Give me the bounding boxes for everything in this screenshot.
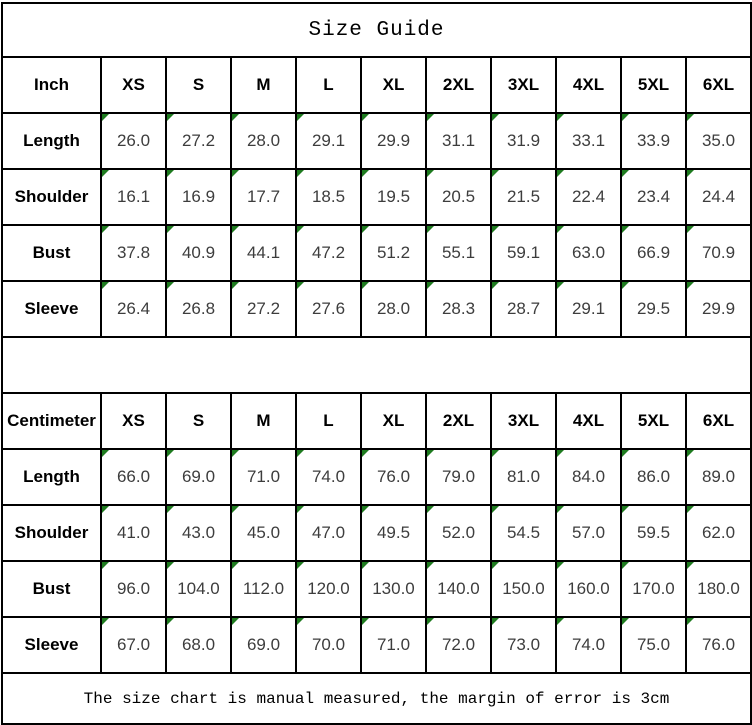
green-corner-indicator-icon bbox=[557, 114, 564, 121]
measurement-value: 150.0 bbox=[502, 579, 545, 598]
size-column-header: M bbox=[231, 57, 296, 113]
measurement-value-cell bbox=[556, 113, 621, 169]
measurement-value-cell bbox=[491, 505, 556, 561]
measurement-value-cell bbox=[296, 449, 361, 505]
green-corner-indicator-icon bbox=[232, 618, 239, 625]
measurement-value: 69.0 bbox=[181, 467, 216, 486]
measurement-value: 44.1 bbox=[246, 243, 281, 262]
measurement-value-cell bbox=[621, 281, 686, 337]
measurement-value: 29.5 bbox=[636, 299, 671, 318]
measurement-value: 27.6 bbox=[311, 299, 346, 318]
measurement-value-cell bbox=[426, 281, 491, 337]
measurement-value: 69.0 bbox=[246, 635, 281, 654]
measurement-value-cell bbox=[491, 561, 556, 617]
measurement-value-cell bbox=[166, 449, 231, 505]
measurement-label-cell: Shoulder bbox=[2, 169, 101, 225]
green-corner-indicator-icon bbox=[102, 562, 109, 569]
measurement-value-cell bbox=[426, 617, 491, 673]
measurement-value: 51.2 bbox=[376, 243, 411, 262]
measurement-value-cell bbox=[491, 617, 556, 673]
measurement-value: 28.7 bbox=[506, 299, 541, 318]
measurement-value: 170.0 bbox=[632, 579, 675, 598]
measurement-value: 41.0 bbox=[116, 523, 151, 542]
measurement-value-cell bbox=[426, 225, 491, 281]
measurement-row bbox=[2, 113, 751, 169]
measurement-value: 27.2 bbox=[246, 299, 281, 318]
green-corner-indicator-icon bbox=[492, 170, 499, 177]
green-corner-indicator-icon bbox=[622, 562, 629, 569]
green-corner-indicator-icon bbox=[297, 506, 304, 513]
measurement-value: 43.0 bbox=[181, 523, 216, 542]
size-column-header: 4XL bbox=[556, 57, 621, 113]
green-corner-indicator-icon bbox=[687, 506, 694, 513]
measurement-value-cell bbox=[556, 617, 621, 673]
size-column-header: 5XL bbox=[621, 57, 686, 113]
measurement-value: 20.5 bbox=[441, 187, 476, 206]
green-corner-indicator-icon bbox=[102, 618, 109, 625]
measurement-value-cell bbox=[231, 225, 296, 281]
measurement-value: 74.0 bbox=[311, 467, 346, 486]
green-corner-indicator-icon bbox=[102, 170, 109, 177]
measurement-value: 22.4 bbox=[571, 187, 606, 206]
measurement-value: 28.0 bbox=[376, 299, 411, 318]
measurement-value: 66.9 bbox=[636, 243, 671, 262]
green-corner-indicator-icon bbox=[232, 114, 239, 121]
green-corner-indicator-icon bbox=[557, 170, 564, 177]
measurement-label-cell: Shoulder bbox=[2, 505, 101, 561]
measurement-value: 76.0 bbox=[701, 635, 736, 654]
measurement-value: 47.0 bbox=[311, 523, 346, 542]
footer-section bbox=[2, 673, 751, 724]
measurement-value: 35.0 bbox=[701, 131, 736, 150]
size-column-header: S bbox=[166, 57, 231, 113]
size-column-header: 6XL bbox=[686, 57, 751, 113]
measurement-value-cell bbox=[231, 505, 296, 561]
measurement-value: 71.0 bbox=[376, 635, 411, 654]
measurement-value: 49.5 bbox=[376, 523, 411, 542]
measurement-value: 21.5 bbox=[506, 187, 541, 206]
measurement-row bbox=[2, 281, 751, 337]
green-corner-indicator-icon bbox=[622, 170, 629, 177]
green-corner-indicator-icon bbox=[362, 450, 369, 457]
green-corner-indicator-icon bbox=[557, 562, 564, 569]
size-header-row bbox=[2, 57, 751, 113]
green-corner-indicator-icon bbox=[557, 618, 564, 625]
measurement-value-cell bbox=[101, 169, 166, 225]
green-corner-indicator-icon bbox=[232, 226, 239, 233]
measurement-value-cell bbox=[101, 281, 166, 337]
measurement-label-cell: Length bbox=[2, 449, 101, 505]
measurement-value-cell bbox=[361, 561, 426, 617]
green-corner-indicator-icon bbox=[492, 618, 499, 625]
measurement-value: 67.0 bbox=[116, 635, 151, 654]
measurement-value: 72.0 bbox=[441, 635, 476, 654]
measurement-value-cell bbox=[491, 449, 556, 505]
measurement-value-cell bbox=[361, 505, 426, 561]
green-corner-indicator-icon bbox=[167, 506, 174, 513]
measurement-value: 18.5 bbox=[311, 187, 346, 206]
green-corner-indicator-icon bbox=[492, 506, 499, 513]
green-corner-indicator-icon bbox=[297, 226, 304, 233]
measurement-value-cell bbox=[556, 225, 621, 281]
unit-label-cell: Centimeter bbox=[2, 393, 101, 449]
measurement-value: 27.2 bbox=[181, 131, 216, 150]
green-corner-indicator-icon bbox=[167, 618, 174, 625]
measurement-value-cell bbox=[426, 561, 491, 617]
measurement-value-cell bbox=[426, 505, 491, 561]
measurement-value-cell bbox=[361, 113, 426, 169]
green-corner-indicator-icon bbox=[362, 170, 369, 177]
measurement-value: 19.5 bbox=[376, 187, 411, 206]
measurement-value: 71.0 bbox=[246, 467, 281, 486]
measurement-value: 29.1 bbox=[311, 131, 346, 150]
measurement-value-cell bbox=[296, 561, 361, 617]
size-column-header: 2XL bbox=[426, 393, 491, 449]
green-corner-indicator-icon bbox=[102, 282, 109, 289]
green-corner-indicator-icon bbox=[622, 618, 629, 625]
inch-table-section bbox=[2, 57, 751, 337]
measurement-value-cell bbox=[166, 617, 231, 673]
measurement-value-cell bbox=[686, 561, 751, 617]
green-corner-indicator-icon bbox=[102, 450, 109, 457]
measurement-value-cell bbox=[361, 449, 426, 505]
measurement-row bbox=[2, 169, 751, 225]
size-column-header: XS bbox=[101, 57, 166, 113]
green-corner-indicator-icon bbox=[297, 450, 304, 457]
green-corner-indicator-icon bbox=[687, 114, 694, 121]
green-corner-indicator-icon bbox=[687, 226, 694, 233]
green-corner-indicator-icon bbox=[297, 562, 304, 569]
size-column-header: L bbox=[296, 393, 361, 449]
green-corner-indicator-icon bbox=[167, 282, 174, 289]
measurement-value: 33.1 bbox=[571, 131, 606, 150]
measurement-value: 73.0 bbox=[506, 635, 541, 654]
measurement-value: 55.1 bbox=[441, 243, 476, 262]
green-corner-indicator-icon bbox=[427, 226, 434, 233]
green-corner-indicator-icon bbox=[232, 170, 239, 177]
measurement-value: 33.9 bbox=[636, 131, 671, 150]
spacer-cell bbox=[2, 337, 751, 393]
green-corner-indicator-icon bbox=[167, 226, 174, 233]
measurement-value: 104.0 bbox=[177, 579, 220, 598]
measurement-value-cell bbox=[101, 113, 166, 169]
measurement-value: 54.5 bbox=[506, 523, 541, 542]
size-column-header: XS bbox=[101, 393, 166, 449]
measurement-value: 70.9 bbox=[701, 243, 736, 262]
green-corner-indicator-icon bbox=[492, 450, 499, 457]
measurement-value: 26.8 bbox=[181, 299, 216, 318]
measurement-value: 52.0 bbox=[441, 523, 476, 542]
measurement-value-cell bbox=[101, 617, 166, 673]
measurement-value-cell bbox=[491, 169, 556, 225]
measurement-value-cell bbox=[361, 169, 426, 225]
measurement-value: 66.0 bbox=[116, 467, 151, 486]
measurement-label-cell: Bust bbox=[2, 225, 101, 281]
measurement-value-cell bbox=[686, 225, 751, 281]
size-column-header: 3XL bbox=[491, 57, 556, 113]
green-corner-indicator-icon bbox=[167, 170, 174, 177]
measurement-value-cell bbox=[426, 169, 491, 225]
green-corner-indicator-icon bbox=[427, 114, 434, 121]
green-corner-indicator-icon bbox=[362, 114, 369, 121]
title-row bbox=[2, 3, 751, 57]
measurement-value-cell bbox=[556, 449, 621, 505]
green-corner-indicator-icon bbox=[492, 562, 499, 569]
measurement-value: 26.0 bbox=[116, 131, 151, 150]
measurement-label-cell: Sleeve bbox=[2, 617, 101, 673]
measurement-value: 63.0 bbox=[571, 243, 606, 262]
measurement-value-cell bbox=[296, 225, 361, 281]
measurement-value: 23.4 bbox=[636, 187, 671, 206]
green-corner-indicator-icon bbox=[362, 282, 369, 289]
green-corner-indicator-icon bbox=[492, 226, 499, 233]
spacer-row bbox=[2, 337, 751, 393]
measurement-value: 180.0 bbox=[697, 579, 740, 598]
title-section bbox=[2, 3, 751, 57]
measurement-value-cell bbox=[166, 169, 231, 225]
measurement-value: 16.9 bbox=[181, 187, 216, 206]
size-column-header: M bbox=[231, 393, 296, 449]
green-corner-indicator-icon bbox=[232, 506, 239, 513]
green-corner-indicator-icon bbox=[362, 226, 369, 233]
measurement-value-cell bbox=[686, 281, 751, 337]
measurement-value-cell bbox=[231, 449, 296, 505]
green-corner-indicator-icon bbox=[102, 114, 109, 121]
green-corner-indicator-icon bbox=[492, 282, 499, 289]
measurement-value: 112.0 bbox=[242, 579, 285, 598]
green-corner-indicator-icon bbox=[297, 282, 304, 289]
measurement-value-cell bbox=[491, 113, 556, 169]
measurement-value: 75.0 bbox=[636, 635, 671, 654]
green-corner-indicator-icon bbox=[622, 282, 629, 289]
measurement-value: 17.7 bbox=[246, 187, 281, 206]
footer-note: The size chart is manual measured, the margin of error is 3cm bbox=[2, 673, 751, 724]
green-corner-indicator-icon bbox=[427, 506, 434, 513]
measurement-value: 31.9 bbox=[506, 131, 541, 150]
green-corner-indicator-icon bbox=[557, 450, 564, 457]
measurement-value: 40.9 bbox=[181, 243, 216, 262]
measurement-value: 57.0 bbox=[571, 523, 606, 542]
measurement-value: 70.0 bbox=[311, 635, 346, 654]
unit-label-cell: Inch bbox=[2, 57, 101, 113]
measurement-value-cell bbox=[556, 169, 621, 225]
measurement-value: 26.4 bbox=[116, 299, 151, 318]
green-corner-indicator-icon bbox=[102, 226, 109, 233]
green-corner-indicator-icon bbox=[557, 282, 564, 289]
measurement-value: 29.1 bbox=[571, 299, 606, 318]
measurement-value-cell bbox=[621, 505, 686, 561]
measurement-value-cell bbox=[101, 449, 166, 505]
measurement-value: 86.0 bbox=[636, 467, 671, 486]
measurement-value-cell bbox=[426, 449, 491, 505]
measurement-value: 62.0 bbox=[701, 523, 736, 542]
green-corner-indicator-icon bbox=[167, 114, 174, 121]
measurement-value-cell bbox=[296, 505, 361, 561]
measurement-value-cell bbox=[231, 169, 296, 225]
measurement-value: 81.0 bbox=[506, 467, 541, 486]
measurement-value: 16.1 bbox=[116, 187, 151, 206]
measurement-value: 28.3 bbox=[441, 299, 476, 318]
measurement-value: 160.0 bbox=[567, 579, 610, 598]
page-title: Size Guide bbox=[2, 3, 751, 57]
measurement-value: 76.0 bbox=[376, 467, 411, 486]
size-guide-table bbox=[1, 2, 752, 725]
green-corner-indicator-icon bbox=[362, 562, 369, 569]
size-column-header: XL bbox=[361, 57, 426, 113]
green-corner-indicator-icon bbox=[167, 562, 174, 569]
size-header-row bbox=[2, 393, 751, 449]
measurement-row bbox=[2, 449, 751, 505]
measurement-value-cell bbox=[686, 169, 751, 225]
measurement-value-cell bbox=[621, 113, 686, 169]
green-corner-indicator-icon bbox=[622, 450, 629, 457]
green-corner-indicator-icon bbox=[687, 282, 694, 289]
measurement-value: 45.0 bbox=[246, 523, 281, 542]
green-corner-indicator-icon bbox=[362, 618, 369, 625]
green-corner-indicator-icon bbox=[557, 506, 564, 513]
measurement-value-cell bbox=[101, 561, 166, 617]
spacer-section bbox=[2, 337, 751, 393]
measurement-value: 47.2 bbox=[311, 243, 346, 262]
green-corner-indicator-icon bbox=[427, 562, 434, 569]
measurement-value-cell bbox=[556, 505, 621, 561]
green-corner-indicator-icon bbox=[232, 562, 239, 569]
measurement-value: 84.0 bbox=[571, 467, 606, 486]
size-column-header: 6XL bbox=[686, 393, 751, 449]
measurement-value-cell bbox=[621, 449, 686, 505]
measurement-value-cell bbox=[231, 617, 296, 673]
measurement-value: 140.0 bbox=[437, 579, 480, 598]
green-corner-indicator-icon bbox=[232, 282, 239, 289]
measurement-value-cell bbox=[686, 113, 751, 169]
measurement-value-cell bbox=[426, 113, 491, 169]
measurement-value-cell bbox=[166, 281, 231, 337]
measurement-value-cell bbox=[296, 617, 361, 673]
measurement-value: 79.0 bbox=[441, 467, 476, 486]
measurement-value: 29.9 bbox=[701, 299, 736, 318]
measurement-value-cell bbox=[361, 617, 426, 673]
measurement-value-cell bbox=[621, 561, 686, 617]
measurement-value-cell bbox=[166, 113, 231, 169]
green-corner-indicator-icon bbox=[687, 618, 694, 625]
size-column-header: S bbox=[166, 393, 231, 449]
green-corner-indicator-icon bbox=[557, 226, 564, 233]
measurement-value-cell bbox=[686, 617, 751, 673]
measurement-value: 130.0 bbox=[372, 579, 415, 598]
green-corner-indicator-icon bbox=[427, 618, 434, 625]
measurement-value-cell bbox=[296, 281, 361, 337]
measurement-value: 31.1 bbox=[441, 131, 476, 150]
measurement-value-cell bbox=[231, 113, 296, 169]
measurement-value-cell bbox=[166, 505, 231, 561]
green-corner-indicator-icon bbox=[102, 506, 109, 513]
green-corner-indicator-icon bbox=[232, 450, 239, 457]
measurement-value: 28.0 bbox=[246, 131, 281, 150]
measurement-value: 37.8 bbox=[116, 243, 151, 262]
measurement-value-cell bbox=[101, 505, 166, 561]
measurement-value: 24.4 bbox=[701, 187, 736, 206]
green-corner-indicator-icon bbox=[297, 114, 304, 121]
measurement-value: 29.9 bbox=[376, 131, 411, 150]
size-column-header: XL bbox=[361, 393, 426, 449]
green-corner-indicator-icon bbox=[622, 114, 629, 121]
measurement-row bbox=[2, 561, 751, 617]
size-column-header: 2XL bbox=[426, 57, 491, 113]
measurement-row bbox=[2, 617, 751, 673]
measurement-value-cell bbox=[621, 169, 686, 225]
measurement-row bbox=[2, 225, 751, 281]
green-corner-indicator-icon bbox=[297, 170, 304, 177]
measurement-value-cell bbox=[101, 225, 166, 281]
measurement-value-cell bbox=[621, 617, 686, 673]
measurement-value: 120.0 bbox=[307, 579, 350, 598]
measurement-value-cell bbox=[361, 281, 426, 337]
green-corner-indicator-icon bbox=[687, 450, 694, 457]
measurement-value-cell bbox=[686, 505, 751, 561]
measurement-label-cell: Length bbox=[2, 113, 101, 169]
size-column-header: L bbox=[296, 57, 361, 113]
measurement-value: 96.0 bbox=[116, 579, 151, 598]
green-corner-indicator-icon bbox=[427, 170, 434, 177]
green-corner-indicator-icon bbox=[622, 226, 629, 233]
measurement-value-cell bbox=[621, 225, 686, 281]
measurement-value: 59.1 bbox=[506, 243, 541, 262]
measurement-value-cell bbox=[231, 281, 296, 337]
measurement-value-cell bbox=[556, 281, 621, 337]
centimeter-table-section bbox=[2, 393, 751, 673]
measurement-value-cell bbox=[556, 561, 621, 617]
measurement-value-cell bbox=[166, 225, 231, 281]
measurement-value-cell bbox=[166, 561, 231, 617]
footer-row bbox=[2, 673, 751, 724]
green-corner-indicator-icon bbox=[297, 618, 304, 625]
measurement-value-cell bbox=[491, 281, 556, 337]
measurement-value: 68.0 bbox=[181, 635, 216, 654]
green-corner-indicator-icon bbox=[427, 450, 434, 457]
measurement-value: 89.0 bbox=[701, 467, 736, 486]
measurement-value-cell bbox=[491, 225, 556, 281]
size-column-header: 5XL bbox=[621, 393, 686, 449]
green-corner-indicator-icon bbox=[622, 506, 629, 513]
green-corner-indicator-icon bbox=[362, 506, 369, 513]
green-corner-indicator-icon bbox=[167, 450, 174, 457]
green-corner-indicator-icon bbox=[427, 282, 434, 289]
measurement-label-cell: Bust bbox=[2, 561, 101, 617]
measurement-value-cell bbox=[296, 113, 361, 169]
measurement-value: 59.5 bbox=[636, 523, 671, 542]
measurement-value-cell bbox=[686, 449, 751, 505]
measurement-value: 74.0 bbox=[571, 635, 606, 654]
green-corner-indicator-icon bbox=[687, 562, 694, 569]
measurement-value-cell bbox=[361, 225, 426, 281]
measurement-label-cell: Sleeve bbox=[2, 281, 101, 337]
size-column-header: 3XL bbox=[491, 393, 556, 449]
green-corner-indicator-icon bbox=[492, 114, 499, 121]
measurement-value-cell bbox=[231, 561, 296, 617]
measurement-value-cell bbox=[296, 169, 361, 225]
size-column-header: 4XL bbox=[556, 393, 621, 449]
green-corner-indicator-icon bbox=[687, 170, 694, 177]
measurement-row bbox=[2, 505, 751, 561]
